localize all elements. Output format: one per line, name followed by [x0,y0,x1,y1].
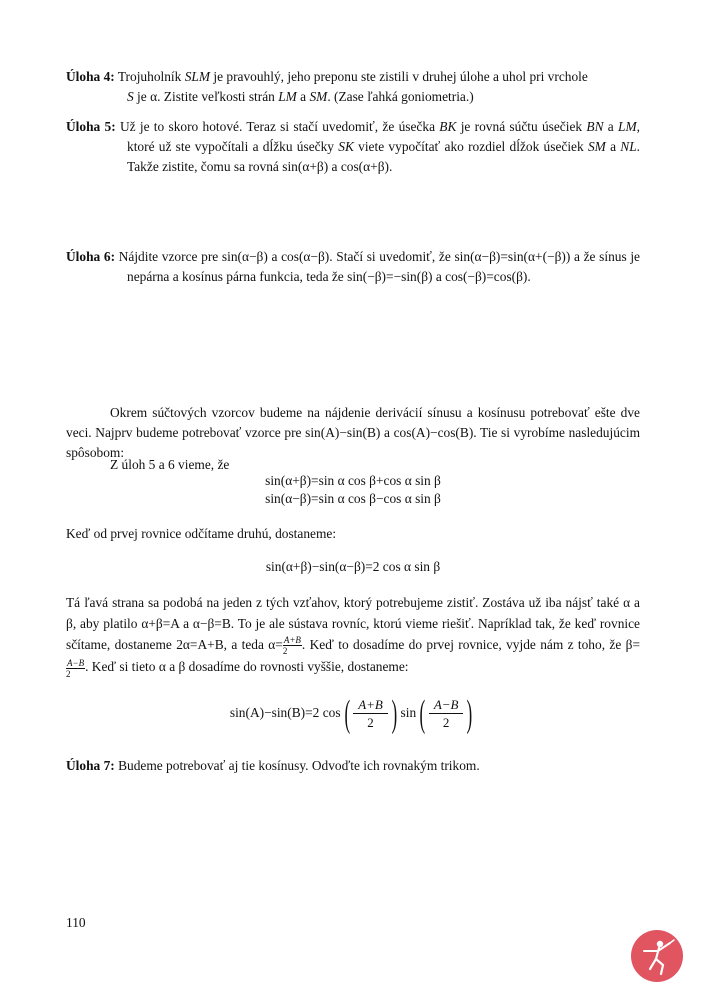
page-number: 110 [66,915,86,930]
paragraph-system: Tá ľavá strana sa podobá na jeden z tých vzťahov, ktorý potrebujeme zistiť. Zostáva už iba nájsť také α a β, aby platilo α+β=A a α−β=B. To je ale sústava rovníc, ktorú vieme riešiť. Napríklad tak, že keď rovnice sčítame, dostaneme 2α=A+B, a teda α= $\frac{A+B}{2}$ . Keď to dosadíme do prvej rovnice, vyjde nám z toho, že β= $\frac{A-B}{2}$ . Keď si tieto α a β dosadíme do rovnosti vyššie, dostaneme: [66,595,640,679]
task-5-label: Úloha 5: [66,119,116,134]
task-7-label: Úloha 7: [66,758,115,773]
task-4: Úloha 4: Trojuholník SLM je pravouhlý, jeho preponu ste zistili v druhej úlohe a uhol pri vrchole S je α. Zistite veľkosti strán LM a SM. (Zase ľahká goniometria.) [66,69,588,104]
fraction-beta: $\frac{A-B}{2}$ [66,657,85,679]
task-4-label: Úloha 4: [66,69,115,84]
equation-sum-sine: sin(α+β)=sin α cos β+cos α sin β [265,473,441,488]
fraction-a-minus-b: $\frac{A-B}{2}$ [429,696,464,731]
fraction-a-plus-b: $\frac{A+B}{2}$ [353,696,388,731]
paragraph-intro: Okrem súčtových vzorcov budeme na nájdenie derivácií sínusu a kosínusu potrebovať ešte dve veci. Najprv budeme potrebovať vzorce pre sin(A)−sin(B) a cos(A)−cos(B). Tie si vyrobíme nasledujúcim spôsobom: [66,405,640,460]
task-6-label: Úloha 6: [66,249,116,264]
equation-final: sin(A)−sin(B)=2 cos( $\frac{A+B}{2}$) sin( $\frac{A-B}{2}$) [229,692,473,735]
task-6: Úloha 6: Nájdite vzorce pre sin(α−β) a cos(α−β). Stačí si uvedomiť, že sin(α−β)=sin(α+(−β)) a že sínus je nepárna a kosínus párna funkcia, teda že sin(−β)=−sin(β) a cos(−β)=cos(β). [66,249,641,284]
task-7: Úloha 7: Budeme potrebovať aj tie kosínusy. Odvoďte ich rovnakým trikom. [66,758,480,773]
equation-subtracted: sin(α+β)−sin(α−β)=2 cos α sin β [265,559,441,574]
paragraph-from-tasks: Z úloh 5 a 6 vieme, že [110,457,230,472]
fraction-alpha: $\frac{A+B}{2}$ [282,635,301,657]
task-5: Úloha 5: Už je to skoro hotové. Teraz si stačí uvedomiť, že úsečka BK je rovná súčtu úsečiek BN a LM, ktoré už ste vypočítali a dĺžku úsečky SK viete vypočítať ako rozdiel dĺžok úsečiek SM a NL. Takže zistite, čomu sa rovná sin(α+β) a cos(α+β). [66,119,641,174]
equation-difference-sine: sin(α−β)=sin α cos β−cos α sin β [265,491,441,506]
logo-icon [630,929,684,983]
paragraph-subtract: Keď od prvej rovnice odčítame druhú, dostaneme: [66,526,337,541]
